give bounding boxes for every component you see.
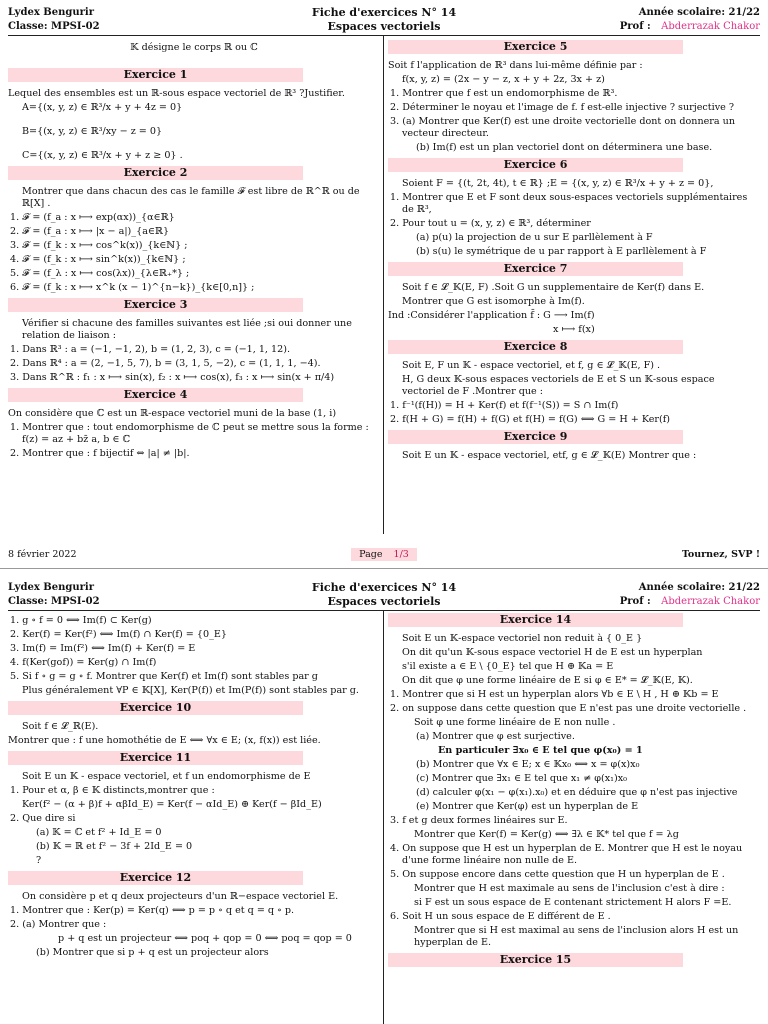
exercise-15-title: Exercice 15 — [388, 953, 683, 967]
list-item: 1. Montrer que : Ker(p) = Ker(q) ⟺ p = p ∘ q et q = q ∘ p. — [10, 904, 295, 916]
footer-page — [8, 549, 760, 561]
list-item: 3. f et g deux formes linéaires sur E. — [390, 814, 568, 826]
exercise-8-title: Exercice 8 — [388, 340, 683, 354]
school-name: Lydex Bengurir — [8, 7, 94, 18]
exercise-9-title: Exercice 9 — [388, 430, 683, 444]
list-item: 3. (a) Montrer que Ker(f) est une droite vectorielle dont on donnera un vecteur directeur. — [390, 115, 736, 139]
sheet-title: Fiche d'exercices N° 14 — [311, 6, 457, 19]
list-item: Soit φ une forme linéaire de E non nulle . — [414, 716, 616, 728]
ex4-question: On considère que ℂ est un ℝ-espace vectoriel muni de la base (1, i) — [8, 407, 337, 419]
exercise-1-title: Exercice 1 — [8, 68, 303, 82]
column-divider — [383, 611, 384, 1024]
ex1-set-b: B={(x, y, z) ∈ ℝ³/xy − z = 0} — [22, 125, 163, 137]
header-rule — [8, 610, 760, 611]
ex1-set-c: C={(x, y, z) ∈ ℝ³/x + y + z ≥ 0} . — [22, 149, 183, 161]
ex7-line-1: Soit f ∈ 𝓛_𝕂(E, F) .Soit G un supplementaire de Ker(f) dans E. — [402, 281, 705, 293]
exercise-12-title: Exercice 12 — [8, 871, 303, 885]
list-item: si F est un sous espace de E contenant strictement H alors F =E. — [414, 896, 732, 908]
header-right — [620, 6, 760, 34]
ex10-line-2: Montrer que : f une homothétie de E ⟺ ∀x ∈ E; (x, f(x)) est liée. — [8, 734, 321, 746]
sheet-title: Fiche d'exercices N° 14 — [311, 581, 457, 594]
list-item: 5. On suppose encore dans cette question que H un hyperplan de E . — [390, 868, 725, 880]
list-item: 1. g ∘ f = 0 ⟺ Im(f) ⊂ Ker(g) — [10, 615, 152, 626]
prof-label: Prof : — [619, 21, 651, 32]
list-item: Montrer que H est maximale au sens de l'inclusion c'est à dire : — [414, 882, 725, 894]
ex6-question: Soient F = {(t, 2t, 4t), t ∈ ℝ} ;E = {(x, y, z) ∈ ℝ³/x + y + z = 0}, — [402, 177, 714, 189]
header-right — [620, 581, 760, 609]
list-item: (b) s(u) le symétrique de u par rapport à E parllèlement à F — [416, 245, 707, 257]
left-column — [8, 613, 380, 961]
page-header — [8, 581, 760, 611]
prof-label: Prof : — [619, 596, 651, 607]
sheet-subtitle: Espaces vectoriels — [327, 20, 441, 33]
list-item: 1. Pour et α, β ∈ 𝕂 distincts,montrer que : — [10, 784, 215, 796]
prof-name: Abderrazak Chakor — [661, 21, 760, 32]
ex6-list — [388, 192, 760, 258]
list-item: 2. on suppose dans cette question que E n'est pas une droite vectorielle . — [390, 702, 747, 714]
list-item: Montrer que Ker(f) = Ker(g) ⟺ ∃λ ∈ 𝕂* tel que f = λg — [414, 828, 679, 840]
ex5-question: Soit f l'application de ℝ³ dans lui-même définie par : — [388, 60, 643, 71]
intro-line: 𝕂 désigne le corps ℝ ou ℂ — [130, 42, 258, 53]
exercise-5-title: Exercice 5 — [388, 40, 683, 54]
ex7-line-3: Ind :Considérer l'application f̄ : G ⟶ Im(f) — [388, 309, 595, 321]
list-item: 1. 𝓕 = (f_a : x ⟼ exp(αx))_{α∈ℝ} — [10, 211, 175, 223]
list-item: 2. Ker(f) = Ker(f²) ⟺ Im(f) ∩ Ker(f) = {0_E} — [10, 628, 227, 640]
list-item: (c) Montrer que ∃x₁ ∈ E tel que x₁ ≠ φ(x₁)x₀ — [416, 772, 628, 784]
ex1-set-a: A={(x, y, z) ∈ ℝ³/x + y + 4z = 0} — [22, 101, 183, 113]
list-item: 1. Montrer que E et F sont deux sous-espaces vectoriels supplémentaires de ℝ³, — [390, 191, 748, 215]
ex4-list — [8, 422, 380, 460]
list-item: 1. Montrer que si H est un hyperplan alors ∀b ∈ E \ H , H ⊕ 𝕂b = E — [390, 688, 719, 700]
exercise-11-title: Exercice 11 — [8, 751, 303, 765]
ex12-list — [8, 905, 380, 959]
class-name: Classe: MPSI-02 — [8, 21, 100, 32]
ex14-line-1: Soit E un 𝕂-espace vectoriel non reduit à { 0_E } — [402, 633, 643, 644]
list-item: 1. f⁻¹(f(H)) = H + Ker(f) et f(f⁻¹(S)) = S ∩ Im(f) — [390, 399, 619, 411]
list-item: 4. f(Ker(gof)) = Ker(g) ∩ Im(f) — [10, 656, 157, 668]
footer-date: 8 février 2022 — [8, 549, 77, 560]
page-prefix: Page — [355, 548, 389, 561]
list-item: 2. Dans ℝ⁴ : a = (2, −1, 5, 7), b = (3, 1, 5, −2), c = (1, 1, 1, −4). — [10, 357, 321, 369]
list-item: (e) Montrer que Ker(φ) est un hyperplan de E — [416, 800, 639, 812]
ex2-list — [8, 212, 380, 294]
page-number: 1/3 — [390, 548, 413, 561]
ex1-question: Lequel des ensembles est un ℝ-sous espace vectoriel de ℝ³ ?Justifier. — [8, 87, 345, 99]
list-item: 3. Dans ℝ^ℝ : f₁ : x ⟼ sin(x), f₂ : x ⟼ cos(x), f₃ : x ⟼ sin(x + π/4) — [10, 371, 335, 383]
ex5-definition: f(x, y, z) = (2x − y − z, x + y + 2z, 3x + z) — [402, 73, 605, 85]
ex8-list — [388, 400, 760, 426]
list-item: (a) p(u) la projection de u sur E parllèlement à F — [416, 231, 653, 243]
ex9-question: Soit E un 𝕂 - espace vectoriel, etf, g ∈ 𝓛_𝕂(E) Montrer que : — [402, 449, 697, 461]
ex3-question: Vérifier si chacune des familles suivantes est liée ;si oui donner une relation de liaison : — [22, 317, 352, 341]
column-divider — [383, 36, 384, 534]
footer-next: Tournez, SVP ! — [681, 549, 760, 560]
ex3-list — [8, 344, 380, 384]
list-item: Ker(f² − (α + β)f + αβId_E) = Ker(f − αId_E) ⊕ Ker(f − βId_E) — [22, 798, 322, 810]
list-item: 3. Im(f) = Im(f²) ⟺ Im(f) + Ker(f) = E — [10, 642, 196, 654]
exercise-3-title: Exercice 3 — [8, 298, 303, 312]
list-item: En particuler ∃x₀ ∈ E tel que φ(x₀) = 1 — [438, 744, 643, 756]
list-item: 3. 𝓕 = (f_k : x ⟼ cos^k(x))_{k∈ℕ} ; — [10, 239, 188, 251]
ex10-line-1: Soit f ∈ 𝓛_ℝ(E). — [22, 720, 99, 732]
list-item: 4. On suppose que H est un hyperplan de E. Montrer que H est le noyau d'une forme linéaire non nulle de E. — [390, 842, 743, 866]
ex11-question: Soit E un 𝕂 - espace vectoriel, et f un endomorphisme de E — [22, 770, 311, 782]
list-item: p + q est un projecteur ⟺ poq + qop = 0 ⟺ poq = qop = 0 — [58, 932, 352, 944]
list-item: (b) 𝕂 = ℝ et f² − 3f + 2Id_E = 0 — [36, 840, 193, 852]
list-item: 5. 𝓕 = (f_λ : x ⟼ cos(λx))_{λ∈ℝ₊*} ; — [10, 267, 190, 279]
left-column — [8, 40, 380, 462]
list-item: 1. Montrer que f est un endomorphisme de ℝ³. — [390, 87, 618, 99]
ex7-line-2: Montrer que G est isomorphe à Im(f). — [402, 295, 585, 307]
page-separator — [0, 568, 768, 569]
right-column — [388, 613, 760, 973]
list-item: ? — [36, 854, 42, 866]
school-name: Lydex Bengurir — [8, 582, 94, 593]
list-item: (b) Im(f) est un plan vectoriel dont on déterminera une base. — [416, 141, 713, 153]
page-2 — [0, 575, 768, 1024]
prof-name: Abderrazak Chakor — [661, 596, 760, 607]
exercise-4-title: Exercice 4 — [8, 388, 303, 402]
list-item: Plus généralement ∀P ∈ 𝕂[X], Ker(P(f)) et Im(P(f)) sont stables par g. — [22, 684, 359, 696]
list-item: Montrer que si H est maximal au sens de l'inclusion alors H est un hyperplan de E. — [414, 924, 739, 948]
exercise-6-title: Exercice 6 — [388, 158, 683, 172]
list-item: 5. Si f ∘ g = g ∘ f. Montrer que Ker(f) et Im(f) sont stables par g — [10, 670, 318, 682]
ex7-line-4: x ⟼ f(x) — [553, 323, 595, 335]
exercise-10-title: Exercice 10 — [8, 701, 303, 715]
exercise-7-title: Exercice 7 — [388, 262, 683, 276]
ex8-line-1: Soit E, F un 𝕂 - espace vectoriel, et f, g ∈ 𝓛_𝕂(E, F) . — [402, 359, 661, 371]
list-item: 2. 𝓕 = (f_a : x ⟼ |x − a|)_{a∈ℝ} — [10, 225, 170, 237]
list-item: 6. 𝓕 = (f_k : x ⟼ x^k (x − 1)^{n−k})_{k∈[0,n]} ; — [10, 281, 255, 293]
list-item: 2. Que dire si — [10, 812, 76, 824]
page-header — [8, 6, 760, 36]
ex14-line-2: On dit qu'un 𝕂-sous espace vectoriel H de E est un hyperplan — [402, 646, 703, 658]
header-rule — [8, 35, 760, 36]
list-item: 2. Montrer que : f bijectif ⇔ |a| ≠ |b|. — [10, 447, 190, 459]
ex2-question: Montrer que dans chacun des cas le famille 𝓕 est libre de ℝ^ℝ ou de ℝ[X] . — [22, 185, 360, 209]
list-item: 2. Pour tout u = (x, y, z) ∈ ℝ³, déterminer — [390, 217, 591, 229]
ex14-line-4: On dit que φ une forme linéaire de E si φ ∈ E* = 𝓛_𝕂(E, 𝕂). — [402, 674, 693, 686]
page-footer — [8, 549, 760, 563]
sheet-subtitle: Espaces vectoriels — [327, 595, 441, 608]
exercise-14-title: Exercice 14 — [388, 613, 683, 627]
ex14-list — [388, 689, 760, 949]
list-item: (a) Montrer que φ est surjective. — [416, 730, 575, 742]
list-item: 1. Montrer que : tout endomorphisme de ℂ peut se mettre sous la forme : f(z) = az + bz̄ a, b ∈ ℂ — [10, 421, 369, 445]
class-name: Classe: MPSI-02 — [8, 596, 100, 607]
list-item: (a) 𝕂 = ℂ et f² + Id_E = 0 — [36, 826, 162, 838]
list-item: (b) Montrer que ∀x ∈ E; x ∈ 𝕂x₀ ⟺ x = φ(x)x₀ — [416, 758, 640, 770]
ex8-line-2: H, G deux 𝕂-sous espaces vectoriels de E et S un 𝕂-sous espace vectoriel de F .Montrer que : — [402, 373, 715, 397]
ex12-question: On considère p et q deux projecteurs d'un ℝ−espace vectoriel E. — [22, 890, 339, 902]
list-item: (b) Montrer que si p + q est un projecteur alors — [36, 946, 269, 958]
list-item: 4. 𝓕 = (f_k : x ⟼ sin^k(x))_{k∈ℕ} ; — [10, 253, 186, 265]
list-item: 6. Soit H un sous espace de E différent de E . — [390, 910, 611, 922]
list-item: (d) calculer φ(x₁ − φ(x₁).x₀) et en déduire que φ n'est pas injective — [416, 786, 738, 798]
list-item: 2. f(H + G) = f(H) + f(G) et f(H) = f(G) ⟺ G = H + Ker(f) — [390, 413, 671, 425]
ex9-list — [8, 615, 380, 697]
school-year: Année scolaire: 21/22 — [638, 582, 760, 593]
exercise-2-title: Exercice 2 — [8, 166, 303, 180]
ex5-list — [388, 88, 760, 154]
list-item: 2. Déterminer le noyau et l'image de f. f est-elle injective ? surjective ? — [390, 101, 734, 113]
list-item: 2. (a) Montrer que : — [10, 918, 107, 930]
ex11-list — [8, 785, 380, 867]
ex14-line-3: s'il existe a ∈ E \ {0_E} tel que H ⊕ 𝕂a = E — [402, 660, 614, 672]
list-item: 1. Dans ℝ³ : a = (−1, −1, 2), b = (1, 2, 3), c = (−1, 1, 12). — [10, 343, 291, 355]
right-column — [388, 40, 760, 464]
school-year: Année scolaire: 21/22 — [638, 7, 760, 18]
